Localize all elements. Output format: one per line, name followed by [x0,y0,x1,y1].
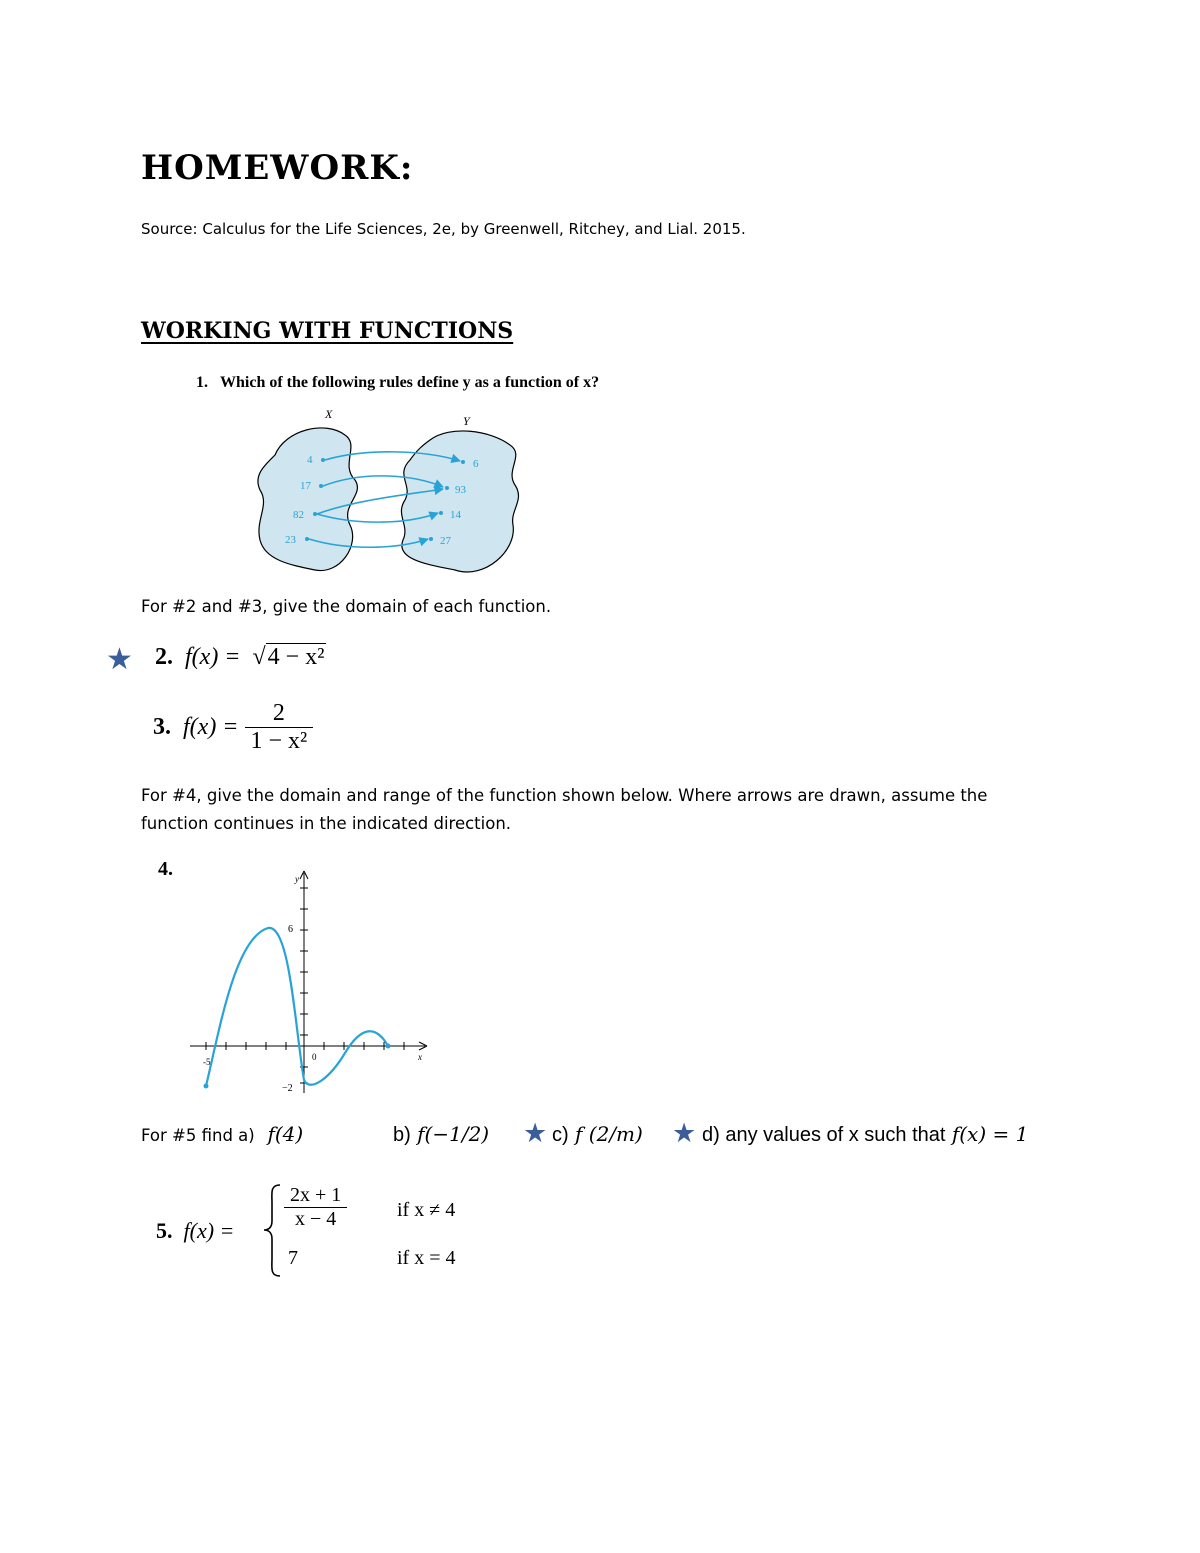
instructions-q4-line1: For #4, give the domain and range of the function shown below. Where arrows are drawn, assume the [141,786,988,805]
graph-tick-neg-2: −2 [282,1083,293,1094]
q5-part-a-label: For #5 find a) [141,1126,255,1145]
q5-part-c-label: c) [552,1124,569,1146]
q5-case1-fraction [284,1184,347,1231]
question-1-number: 1. [196,374,208,391]
diagram-x-value-0: 4 [307,454,313,466]
graph-tick-neg-5: -5 [203,1057,211,1067]
curve-endpoint-left [204,1084,209,1089]
sqrt-symbol: √ [252,644,266,670]
diagram-y-label: Y [463,414,470,428]
question-5-prompt [141,1122,303,1146]
question-5-part-b [393,1122,489,1147]
instructions-q2-q3: For #2 and #3, give the domain of each function. [141,597,552,616]
mapping-diagram [245,400,535,585]
graph-y-label: y [295,874,299,884]
function-curve [206,928,388,1086]
question-3-numerator: 2 [245,700,314,728]
q5-case2-condition: if x = 4 [397,1247,456,1269]
star-icon: ★ [672,1118,697,1149]
piecewise-brace [262,1183,284,1278]
diagram-y-value-1: 93 [455,484,466,496]
question-1-text: Which of the following rules define y as a function of x? [220,374,600,391]
curve-endpoint-right [386,1044,391,1049]
question-5 [156,1218,234,1244]
star-icon: ★ [523,1118,548,1149]
question-3-denominator: 1 − x² [250,728,308,754]
section-title: WORKING WITH FUNCTIONS [141,318,514,344]
question-2-number: 2. [155,644,173,670]
question-4-number: 4. [158,858,173,880]
instructions-q4-line2: function continues in the indicated direction. [141,814,512,833]
q5-part-d-label: d) any values of x such that [702,1124,946,1146]
q5-case1-condition: if x ≠ 4 [397,1199,456,1221]
graph-tick-6: 6 [288,924,293,935]
q5-part-b-label: b) [393,1124,411,1146]
question-3-fraction [245,700,314,755]
diagram-x-value-1: 17 [300,480,311,492]
graph-tick-0: 0 [312,1052,317,1062]
q5-case2-value: 7 [288,1247,298,1269]
q5-case1-denominator: x − 4 [295,1208,337,1230]
q5-part-a-expr: f(4) [267,1122,304,1146]
question-5-part-d [702,1122,1028,1147]
diagram-y-value-2: 14 [450,509,461,521]
question-2-lhs: f(x) = [185,644,241,670]
question-3 [153,700,313,755]
star-icon: ★ [106,642,133,677]
q5-part-c-expr: f (2/m) [575,1122,643,1146]
function-graph [180,868,440,1098]
domain-set-blob [258,428,358,571]
range-set-blob [401,431,518,572]
graph-x-label: x [418,1052,422,1062]
diagram-y-value-0: 6 [473,458,479,470]
diagram-y-value-3: 27 [440,535,451,547]
page-title: HOMEWORK: [141,148,414,188]
source-citation: Source: Calculus for the Life Sciences, 2e, by Greenwell, Ritchey, and Lial. 2015. [141,220,746,238]
question-5-part-c [552,1122,643,1147]
q5-part-d-expr: f(x) = 1 [951,1122,1029,1146]
diagram-x-value-3: 23 [285,534,296,546]
diagram-x-value-2: 82 [293,509,304,521]
question-1 [196,374,599,392]
question-5-number: 5. [156,1218,173,1243]
question-5-lhs: f(x) = [183,1218,235,1243]
question-2-rhs: 4 − x² [267,644,325,670]
question-3-number: 3. [153,714,171,740]
question-3-lhs: f(x) = [183,714,239,740]
q5-part-b-expr: f(−1/2) [417,1122,490,1146]
diagram-x-label: X [325,407,333,421]
question-2 [155,644,326,671]
q5-case1-numerator: 2x + 1 [284,1184,347,1208]
